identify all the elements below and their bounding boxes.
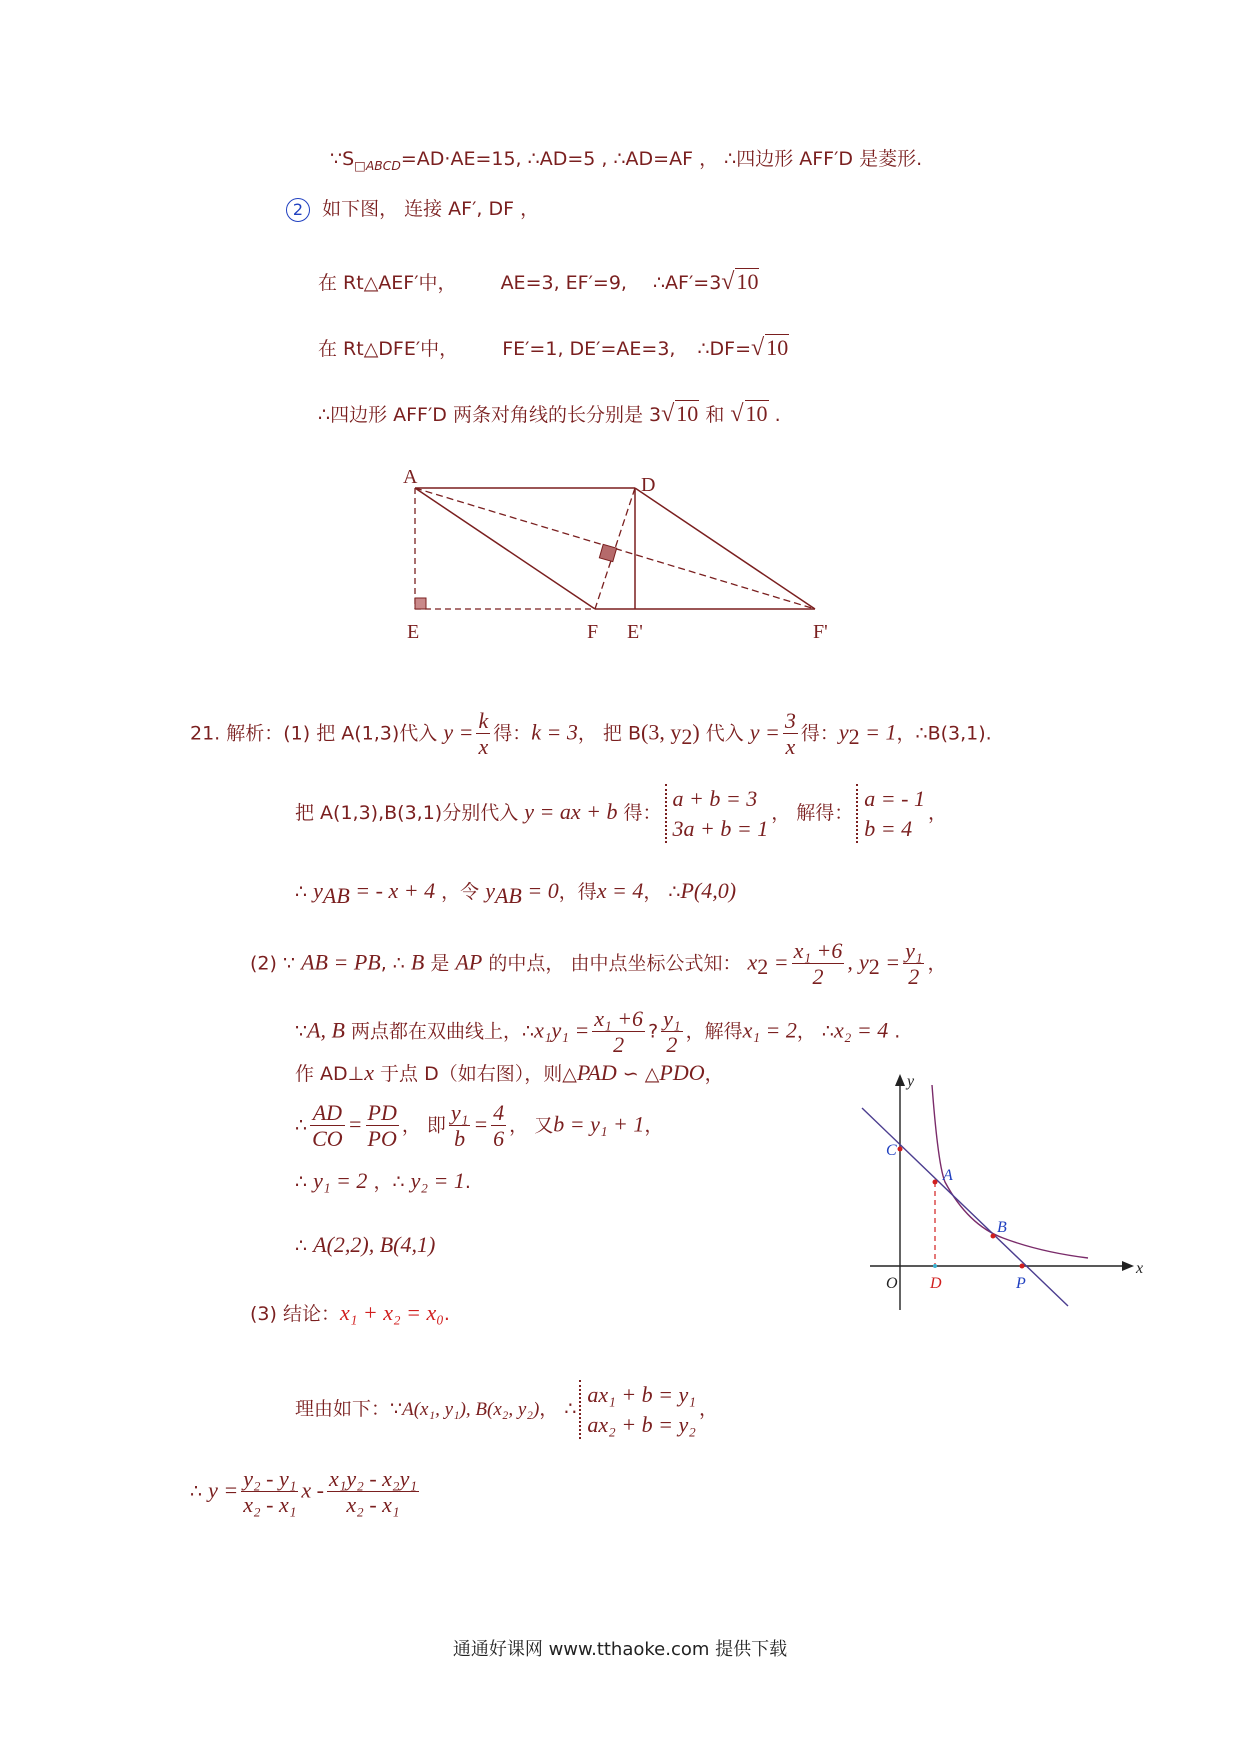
label-C: C [886,1142,897,1159]
sol21-line11 [295,1380,718,1439]
therefore: ∴ [295,1235,308,1257]
y-ab-eq: = - x + 4 [349,878,436,903]
frac-den: x₂ - x₁ [243,1492,297,1518]
because-symbol: ∵ [330,148,343,170]
x2-sub: 2 [757,954,769,980]
frac-k-over-x [476,708,490,760]
frac-den: 2 [908,964,920,990]
therefore: ∴ [190,1480,203,1503]
hyperbola-curve [932,1085,1088,1258]
frac-den: x₂ - x₁ [346,1492,400,1518]
frac-num: y₁ [905,938,923,963]
frac-3-over-x [783,708,798,760]
namely-text: ， 即 [401,1114,446,1137]
triangle-pad: PAD [576,1060,617,1085]
right-angle-mark-e [415,598,426,609]
because: ∵ [295,1020,308,1043]
af-given: AE=3, EF′=9, [500,272,627,294]
construct-text: 作 AD⊥ [295,1063,365,1085]
sol20-diagonals-line: ∴四边形 AFF′D 两条对角线的长分别是 3√10 和 √10 . [318,401,781,427]
frac-den: x [785,734,796,760]
af-result: ∴AF′=3 [652,272,722,294]
label-A: A [403,466,418,488]
get-text-2: 得： [800,722,839,745]
frac-x1-plus-6 [592,1006,645,1058]
points-result: A(2,2), B(4,1) [313,1232,436,1257]
df-result: ∴DF= [697,338,752,360]
frac-num: y₁ [450,1100,469,1125]
segment-af [415,488,595,609]
x-axis-arrow [1122,1261,1134,1271]
sol20-part2-line [286,198,539,222]
frac-x1-plus-6 [792,938,845,990]
df-triangle: 在 Rt△DFE′中， [318,338,459,360]
sol21-line8 [295,1168,471,1194]
equals: = [347,1111,363,1137]
y-equals: y = [443,719,474,745]
system-2-eq1: a = - 1 [864,786,925,811]
system-1-eq1: a + b = 3 [672,786,758,811]
point-C [898,1147,903,1152]
system-3-eq1: ax₁ + b = y₁ [587,1382,696,1407]
frac-num: x₁ +6 [594,1006,644,1031]
segment-df-prime [635,488,815,609]
y-ab-2: y [485,878,495,903]
af-triangle: 在 Rt△AEF′中， [318,272,457,294]
get-text: 得： [623,802,662,825]
diag-radicand-1: 10 [676,401,699,426]
sol21-line2 [295,784,947,843]
b-eq: b = y₁ + 1 [553,1111,645,1137]
frac-num: y₁ [663,1006,681,1031]
point-P [1020,1264,1025,1269]
points-ab: A, B [307,1017,345,1043]
y2-sub: 2 [848,724,860,750]
diag-and: 和 [699,404,731,426]
y2-value: y₂ = 1 [410,1168,465,1193]
sol21-line6 [295,1060,724,1086]
frac-slope [241,1466,298,1518]
sol21-line9 [295,1232,435,1258]
segment-ap: AP [455,949,483,975]
frac-den: 2 [666,1032,678,1058]
diag-end: . [768,404,781,426]
page-footer: 通通好课网 www.tthaoke.com 提供下载 [452,1639,788,1660]
linear-eq: y = ax + b [524,799,618,825]
point-A [933,1180,938,1185]
label-y: y [907,1073,915,1090]
system-3 [579,1380,696,1439]
therefore: ， ∴ [539,1398,577,1421]
y-ab: y [313,878,323,903]
sol21-line1 [190,708,992,760]
frac-y1-over-2 [903,938,924,990]
y2-value: = 1 [859,719,897,745]
x2-value: x₂ = 4 [834,1017,889,1043]
frac-ad-over-co [310,1100,345,1152]
p-point: P(4,0) [680,878,737,903]
end-comma: ， [927,952,947,975]
hyperbola-figure [850,1070,1170,1320]
q21-head: 21. 解析：(1) 把 A(1,3)代入 [190,722,438,745]
rhombus-figure [395,460,855,660]
label-O: O [886,1275,898,1292]
end-comma: ， [704,1063,724,1085]
get-text: 得： [493,722,532,745]
conclusion-formula: x₁ + x₂ = x₀ [339,1300,444,1325]
sol21-line10 [250,1300,450,1326]
system-2-eq2: b = 4 [864,815,913,841]
frac-num: AD [310,1100,345,1126]
y-ab-sub-2: AB [494,882,522,908]
comma: , [847,949,853,975]
frac-num: y₂ - y₁ [243,1466,297,1491]
frac-pd-over-po [366,1100,399,1152]
solve-text: ，解得 [685,1020,743,1043]
end-comma: ， [698,1398,718,1421]
end-dot: . [888,1020,901,1043]
therefore-2: ，∴ [367,1171,405,1193]
sol21-line4 [250,938,947,990]
k-value: k = 3 [531,719,578,745]
label-E-prime: E' [627,621,643,643]
label-P: P [1016,1275,1026,1292]
frac-intercept [327,1466,419,1518]
y-equals: y = [208,1477,239,1503]
area-subscript: □ABCD [354,158,401,173]
part2-because: (2) ∵ [250,952,296,975]
x-minus: x - [301,1477,325,1503]
af-radicand: 10 [736,269,759,294]
area-symbol: S [342,148,355,170]
label-F-prime: F' [813,621,828,643]
equals-2: = [879,949,901,975]
get-text: ，得 [558,881,597,903]
frac-num: x₁ +6 [793,938,843,963]
therefore: ， ∴ [796,1020,834,1043]
therefore: ∴ [295,881,308,903]
sol20-df-line: 在 Rt△DFE′中， FE′=1, DE′=AE=3, ∴DF=√10 [318,335,789,361]
point-B [991,1234,996,1239]
y-ab-zero: = 0 [521,878,559,903]
frac-den: 6 [493,1126,505,1152]
system-1 [665,784,769,843]
label-x: x [1136,1260,1144,1277]
x2-symbol: x [747,949,758,975]
df-given: FE′=1, DE′=AE=3, [502,338,676,360]
frac-y1-over-b [449,1100,470,1152]
diagonals-text: ∴四边形 AFF′D 两条对角线的长分别是 3 [318,404,662,426]
solve-text: ， 解得： [771,802,854,825]
therefore-2: ， ∴ [643,881,681,903]
part2-intro: 如下图， 连接 AF′, DF ， [322,198,540,220]
sep-text: ， 把 B [577,722,641,745]
substitute-text: 把 A(1,3),B(3,1)分别代入 [295,802,519,825]
system-2 [856,784,925,843]
y2-symbol: y [858,949,869,975]
frac-num: k [478,708,489,733]
x1-value: x₁ = 2 [742,1017,797,1043]
frac-den: 2 [812,964,824,990]
let-text: ，令 [435,881,480,903]
triangle-pdo: PDO [659,1060,705,1085]
frac-num: PD [367,1100,397,1125]
therefore: ∴ [295,1171,308,1193]
y-ab-sub: AB [322,882,350,908]
x-axis-symbol: x [364,1060,374,1085]
similar-text: ∽ △ [616,1063,660,1085]
midpoint-text: 的中点， 由中点坐标公式知： [482,952,742,975]
end-dot: . [464,1171,471,1193]
b-point-end: ) [692,719,700,745]
therefore: ∴ [295,1114,308,1137]
conclusion-label: (3) 结论： [250,1303,340,1325]
also-text: ， 又 [509,1114,554,1137]
ab-eq-pb: AB = PB [301,949,381,975]
points-general: A(x₁, y₁), B(x₂, y₂) [402,1399,540,1421]
frac-den: x [478,734,489,760]
equals-2: = [473,1111,489,1137]
system-3-eq2: ax₂ + b = y₂ [587,1411,696,1437]
x1y1-eq: x₁y₁ = [534,1017,590,1043]
y1-value: y₁ = 2 [313,1168,368,1193]
reason-text: 理由如下：∵ [295,1398,403,1421]
frac-den: b [454,1126,466,1152]
frac-den: CO [312,1126,343,1152]
frac-num: x₁y₂ - x₂y₁ [329,1466,417,1491]
end-comma: ， [644,1114,664,1137]
diag-radicand-2: 10 [745,401,768,426]
label-B: B [997,1219,1007,1236]
right-angle-mark-center [599,544,616,561]
y-equals-2: y = [749,719,780,745]
b-point-sub: 2 [681,724,693,750]
point-b: B [410,949,425,975]
sol21-line7 [295,1100,663,1152]
system-1-eq2: 3a + b = 1 [672,815,769,841]
y-axis-arrow [895,1074,905,1086]
frac-den: PO [367,1126,397,1152]
label-E: E [407,621,420,643]
df-radicand: 10 [766,335,789,360]
label-D: D [930,1275,942,1292]
end-comma: ， [927,802,947,825]
frac-y1-over-2 [661,1006,682,1058]
b-result: ，∴B(3,1). [896,722,992,745]
subin-text: 代入 [699,722,744,745]
label-F: F [587,621,599,643]
frac-den: 2 [613,1032,625,1058]
b-point: (3, y [641,719,682,745]
sol21-line5 [295,1006,900,1058]
sol20-af-line: 在 Rt△AEF′中， AE=3, EF′=9, ∴AF′=3√10 [318,269,759,295]
point-D [933,1264,937,1268]
label-A: A [943,1167,953,1184]
area-conclusion: =AD·AE=15, ∴AD=5 , ∴AD=AF ， ∴四边形 AFF′D 是菱形. [400,148,923,170]
hyperbola-text: 两点都在双曲线上，∴ [344,1020,535,1043]
is-text: 是 [424,952,450,975]
sol20-area-line [330,148,922,174]
sol21-line12 [190,1466,422,1518]
y2-symbol: y [838,719,849,745]
end-dot: . [443,1303,450,1325]
sol21-line3 [295,878,736,909]
y2-sub: 2 [868,954,880,980]
frac-4-over-6 [491,1100,506,1152]
frac-num: 3 [784,708,796,733]
equals: = [768,949,789,975]
x-value: x = 4 [596,878,644,903]
circled-number: 2 [286,198,310,222]
times-glyph: ? [648,1020,659,1043]
foot-text: 于点 D（如右图），则△ [373,1063,577,1085]
therefore: , ∴ [380,952,405,975]
frac-num: 4 [493,1100,505,1125]
label-D: D [641,474,656,496]
